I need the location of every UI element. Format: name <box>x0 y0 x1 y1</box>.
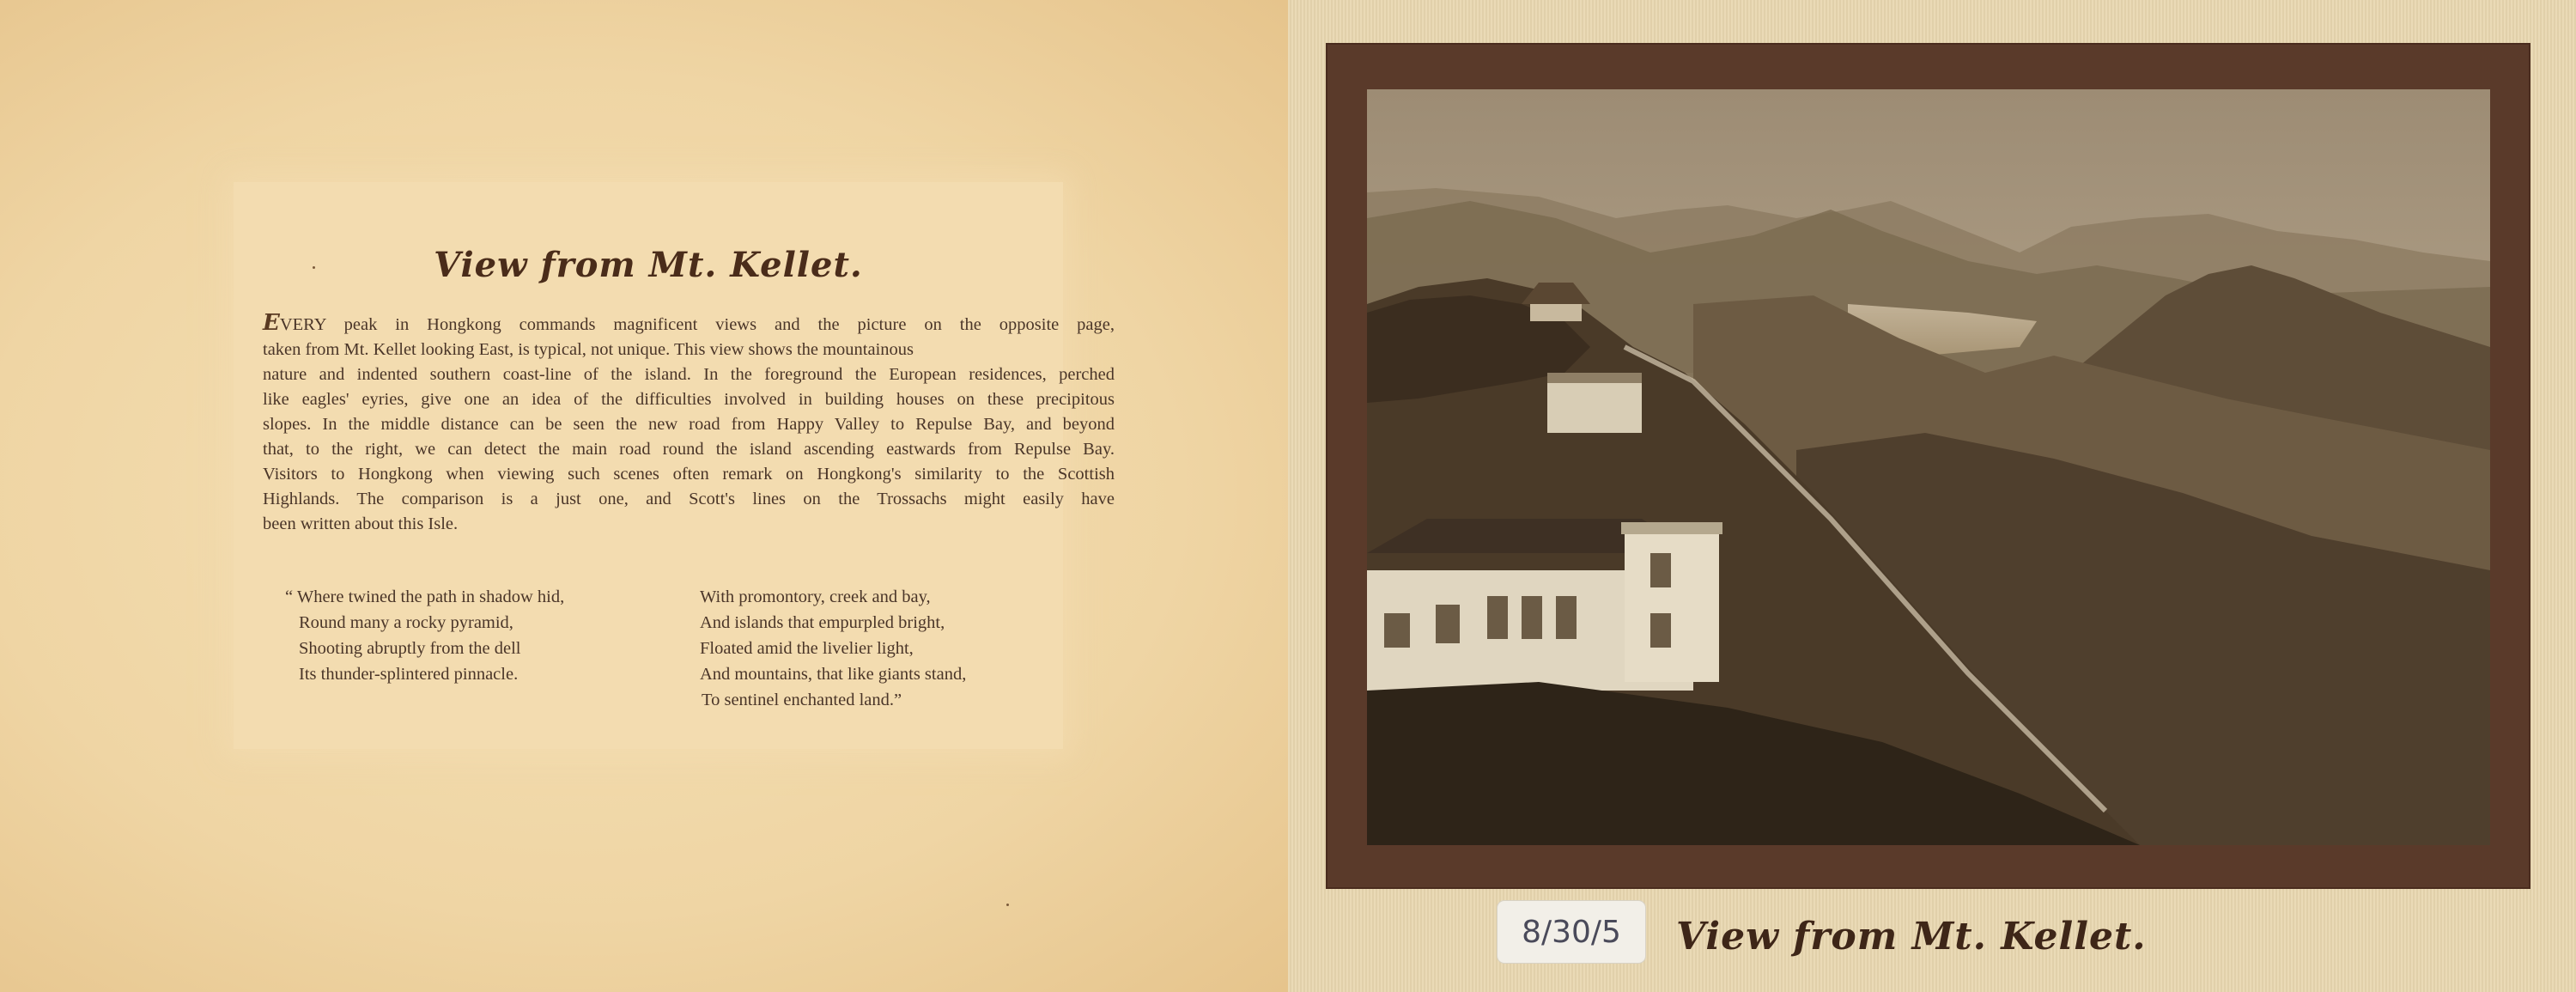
poem-stanza-right <box>700 584 966 713</box>
poem-line: To sentinel enchanted land.” <box>702 691 902 709</box>
paragraph-line-5: slopes. In the middle distance can be seen the new road from Happy Valley to Repulse Bay, and beyond <box>263 415 1115 434</box>
page-title: View from Mt. Kellet. <box>434 245 863 285</box>
paragraph-line-4: like eagles' eyries, give one an idea of the difficulties involved in building houses on these precipitous <box>263 390 1115 409</box>
paragraph-line-7: Visitors to Hongkong when viewing such scenes often remark on Hongkong's similarity to the Scottish <box>263 465 1115 484</box>
paragraph-line-6: that, to the right, we can detect the main road round the island ascending eastwards from Repulse Bay. <box>263 440 1115 459</box>
poem-line: Its thunder-splintered pinnacle. <box>299 665 519 684</box>
paragraph-line-2: taken from Mt. Kellet looking East, is typical, not unique. This view shows the mountainous <box>263 340 914 359</box>
landscape-illustration <box>1367 89 2490 845</box>
paragraph-line-9: been written about this Isle. <box>263 514 459 533</box>
paragraph-line-8: Highlands. The comparison is a just one, and Scott's lines on the Trossachs might easily have <box>263 490 1115 508</box>
catalog-number-label: 8/30/5 <box>1498 901 1645 963</box>
poem-line: Shooting abruptly from the dell <box>299 639 521 658</box>
drop-cap: E <box>263 310 280 336</box>
photo-caption: View from Mt. Kellet. <box>1676 915 2147 959</box>
poem-line: And mountains, that like giants stand, <box>700 665 967 684</box>
poem-line: With promontory, creek and bay, <box>700 587 931 606</box>
poem-line: Round many a rocky pyramid, <box>299 613 513 632</box>
paragraph-line-1: EVERY peak in Hongkong commands magnificent views and the picture on the opposite page, <box>263 310 1115 336</box>
description-paragraph <box>263 311 1115 537</box>
sepia-photograph <box>1367 89 2490 845</box>
paper-speck <box>1006 904 1009 906</box>
poem-line: And islands that empurpled bright, <box>700 613 945 632</box>
paragraph-line-3: nature and indented southern coast-line of the island. In the foreground the European residences, perched <box>263 365 1115 384</box>
poem-stanza-left <box>285 584 564 687</box>
poem-line: “ Where twined the path in shadow hid, <box>285 587 565 606</box>
poem-line: Floated amid the livelier light, <box>700 639 914 658</box>
